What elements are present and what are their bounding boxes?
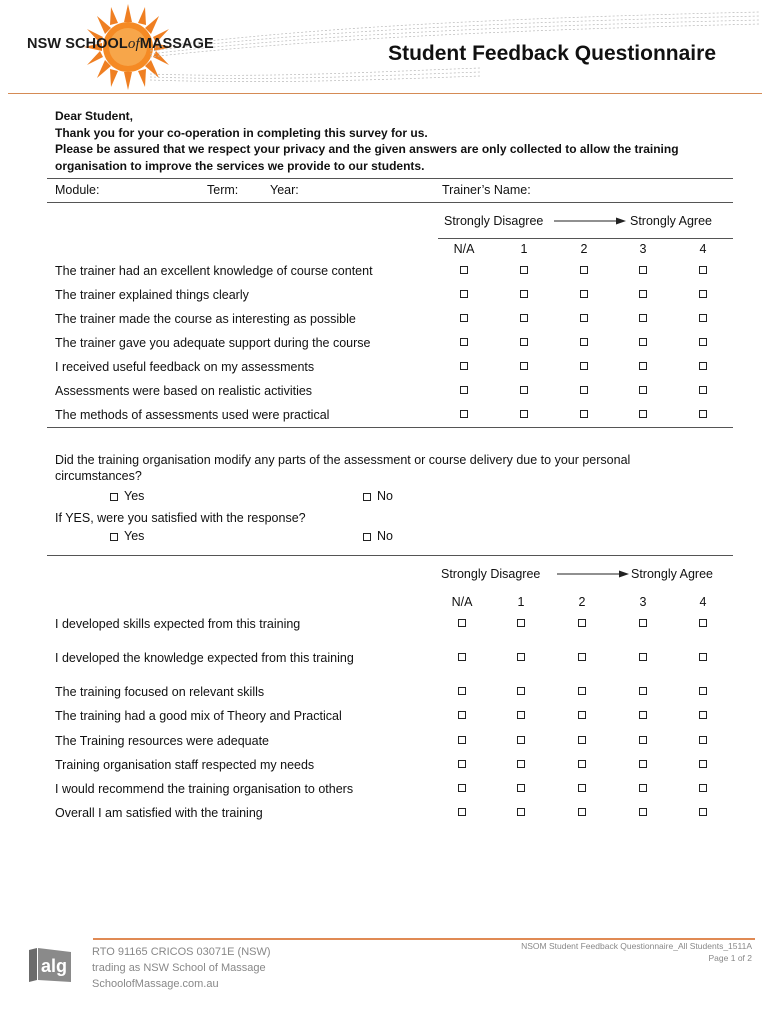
- divider: [438, 238, 733, 239]
- rating-checkbox-na[interactable]: [458, 653, 466, 661]
- page-title: Student Feedback Questionnaire: [388, 42, 716, 65]
- rating-checkbox-1[interactable]: [517, 653, 525, 661]
- rating-checkbox-3[interactable]: [639, 760, 647, 768]
- rating-checkbox-3[interactable]: [639, 711, 647, 719]
- satisfied-no-option[interactable]: No: [363, 529, 393, 543]
- rating-checkbox-4[interactable]: [699, 711, 707, 719]
- scale-arrow-icon: [557, 569, 629, 579]
- divider: [47, 555, 733, 556]
- rating-checkbox-na[interactable]: [460, 362, 468, 370]
- rating-checkbox-2[interactable]: [580, 362, 588, 370]
- column-header-3: 3: [639, 242, 647, 256]
- footer-rto-line: RTO 91165 CRICOS 03071E (NSW): [92, 946, 271, 958]
- module-field-label[interactable]: Module:: [55, 183, 100, 197]
- header-divider: [8, 93, 762, 94]
- rating-checkbox-2[interactable]: [580, 314, 588, 322]
- rating-checkbox-1[interactable]: [520, 290, 528, 298]
- rating-checkbox-3[interactable]: [639, 290, 647, 298]
- rating-checkbox-3[interactable]: [639, 266, 647, 274]
- question-label: The trainer gave you adequate support during the course: [55, 336, 371, 350]
- question-label: The training focused on relevant skills: [55, 685, 265, 699]
- scale-arrow-icon: [554, 216, 626, 226]
- followup-question: If YES, were you satisfied with the response?: [55, 511, 306, 525]
- rating-checkbox-4[interactable]: [699, 266, 707, 274]
- rating-checkbox-4[interactable]: [699, 808, 707, 816]
- satisfied-yes-checkbox[interactable]: [110, 533, 118, 541]
- rating-checkbox-2[interactable]: [578, 653, 586, 661]
- question-label: Assessments were based on realistic activities: [55, 384, 313, 398]
- rating-checkbox-3[interactable]: [639, 653, 647, 661]
- rating-checkbox-4[interactable]: [699, 386, 707, 394]
- column-header-na: N/A: [453, 242, 475, 256]
- rating-checkbox-2[interactable]: [578, 687, 586, 695]
- question-label: Training organisation staff respected my needs: [55, 758, 315, 772]
- intro-thanks: Thank you for your co-operation in completing this survey for us.: [55, 125, 428, 140]
- rating-checkbox-na[interactable]: [458, 687, 466, 695]
- modify-question-line1: Did the training organisation modify any parts of the assessment or course delivery due to your personal: [55, 453, 631, 467]
- footer-rto-info: [92, 944, 271, 992]
- modify-no-checkbox[interactable]: [363, 493, 371, 501]
- rating-checkbox-1[interactable]: [517, 736, 525, 744]
- scale-agree-label: Strongly Agree: [631, 567, 713, 581]
- rating-checkbox-2[interactable]: [580, 386, 588, 394]
- rating-checkbox-4[interactable]: [699, 653, 707, 661]
- rating-checkbox-na[interactable]: [460, 386, 468, 394]
- question-label: I developed the knowledge expected from this training: [55, 651, 354, 665]
- scale-agree-label: Strongly Agree: [630, 214, 712, 228]
- rating-checkbox-4[interactable]: [699, 338, 707, 346]
- divider: [47, 202, 733, 203]
- rating-checkbox-1[interactable]: [517, 711, 525, 719]
- intro-privacy-line1: Please be assured that we respect your privacy and the given answers are only collected to allow the training: [55, 142, 679, 156]
- trainer-name-field-label[interactable]: Trainer’s Name:: [442, 183, 531, 197]
- question-label: I would recommend the training organisation to others: [55, 782, 354, 796]
- modify-no-option[interactable]: No: [363, 489, 393, 503]
- rating-checkbox-1[interactable]: [517, 687, 525, 695]
- modify-question: [55, 452, 630, 484]
- rating-checkbox-4[interactable]: [699, 362, 707, 370]
- rating-checkbox-2[interactable]: [580, 410, 588, 418]
- rating-checkbox-1[interactable]: [520, 314, 528, 322]
- alg-logo-icon: [27, 946, 73, 984]
- rating-checkbox-1[interactable]: [517, 619, 525, 627]
- column-header-na: N/A: [451, 595, 473, 609]
- rating-checkbox-na[interactable]: [458, 760, 466, 768]
- rating-checkbox-na[interactable]: [458, 784, 466, 792]
- footer-trading-line: trading as NSW School of Massage: [92, 962, 266, 974]
- rating-checkbox-4[interactable]: [699, 760, 707, 768]
- rating-checkbox-1[interactable]: [520, 362, 528, 370]
- rating-checkbox-3[interactable]: [639, 687, 647, 695]
- rating-checkbox-na[interactable]: [460, 266, 468, 274]
- rating-checkbox-3[interactable]: [639, 314, 647, 322]
- modify-question-line2: circumstances?: [55, 469, 142, 483]
- rating-checkbox-3[interactable]: [639, 619, 647, 627]
- divider: [47, 178, 733, 179]
- scale-disagree-label: Strongly Disagree: [444, 214, 544, 228]
- intro-greeting: Dear Student,: [55, 109, 134, 123]
- column-header-2: 2: [580, 242, 588, 256]
- rating-checkbox-1[interactable]: [517, 808, 525, 816]
- column-header-4: 4: [699, 595, 707, 609]
- rating-checkbox-2[interactable]: [578, 619, 586, 627]
- rating-checkbox-1[interactable]: [517, 784, 525, 792]
- rating-checkbox-4[interactable]: [699, 314, 707, 322]
- question-label: The Training resources were adequate: [55, 734, 270, 748]
- question-label: Overall I am satisfied with the training: [55, 806, 263, 820]
- rating-checkbox-na[interactable]: [458, 619, 466, 627]
- rating-checkbox-4[interactable]: [699, 736, 707, 744]
- rating-checkbox-3[interactable]: [639, 410, 647, 418]
- column-header-1: 1: [520, 242, 528, 256]
- rating-checkbox-3[interactable]: [639, 784, 647, 792]
- rating-checkbox-1[interactable]: [520, 410, 528, 418]
- footer-page-number: Page 1 of 2: [708, 953, 752, 963]
- school-logo-wordmark: NSW SCHOOLofMASSAGE: [27, 36, 214, 52]
- question-label: I developed skills expected from this training: [55, 617, 301, 631]
- intro-text: [55, 108, 735, 174]
- question-label: The trainer explained things clearly: [55, 288, 249, 302]
- rating-checkbox-1[interactable]: [520, 386, 528, 394]
- question-label: I received useful feedback on my assessments: [55, 360, 315, 374]
- rating-checkbox-na[interactable]: [460, 338, 468, 346]
- rating-checkbox-na[interactable]: [460, 314, 468, 322]
- rating-checkbox-na[interactable]: [460, 410, 468, 418]
- satisfied-yes-option[interactable]: Yes: [110, 529, 144, 543]
- column-header-4: 4: [699, 242, 707, 256]
- rating-checkbox-na[interactable]: [458, 736, 466, 744]
- rating-checkbox-2[interactable]: [580, 266, 588, 274]
- rating-checkbox-3[interactable]: [639, 386, 647, 394]
- svg-text:alg: alg: [41, 956, 68, 976]
- rating-checkbox-3[interactable]: [639, 736, 647, 744]
- term-field-label[interactable]: Term:: [207, 183, 239, 197]
- question-label: The training had a good mix of Theory and Practical: [55, 709, 342, 723]
- rating-checkbox-4[interactable]: [699, 687, 707, 695]
- footer-doc-info: [521, 940, 752, 964]
- rating-checkbox-2[interactable]: [580, 290, 588, 298]
- rating-checkbox-4[interactable]: [699, 784, 707, 792]
- rating-checkbox-1[interactable]: [520, 338, 528, 346]
- rating-checkbox-na[interactable]: [458, 808, 466, 816]
- footer-website[interactable]: SchoolofMassage.com.au: [92, 978, 219, 990]
- question-label: The methods of assessments used were practical: [55, 408, 330, 422]
- rating-checkbox-3[interactable]: [639, 808, 647, 816]
- year-field-label[interactable]: Year:: [270, 183, 299, 197]
- modify-yes-checkbox[interactable]: [110, 493, 118, 501]
- rating-checkbox-2[interactable]: [578, 711, 586, 719]
- rating-checkbox-2[interactable]: [578, 784, 586, 792]
- scale-disagree-label: Strongly Disagree: [441, 567, 541, 581]
- column-header-3: 3: [639, 595, 647, 609]
- rating-checkbox-3[interactable]: [639, 362, 647, 370]
- rating-checkbox-na[interactable]: [458, 711, 466, 719]
- rating-checkbox-4[interactable]: [699, 410, 707, 418]
- rating-checkbox-2[interactable]: [580, 338, 588, 346]
- column-header-2: 2: [578, 595, 586, 609]
- satisfied-no-checkbox[interactable]: [363, 533, 371, 541]
- modify-yes-option[interactable]: Yes: [110, 489, 144, 503]
- rating-checkbox-2[interactable]: [578, 808, 586, 816]
- rating-checkbox-1[interactable]: [517, 760, 525, 768]
- footer-doc-id: NSOM Student Feedback Questionnaire_All Students_1511A: [521, 941, 752, 951]
- column-header-1: 1: [517, 595, 525, 609]
- rating-checkbox-4[interactable]: [699, 619, 707, 627]
- rating-checkbox-3[interactable]: [639, 338, 647, 346]
- intro-privacy-line2: organisation to improve the services we provide to our students.: [55, 158, 425, 173]
- rating-checkbox-1[interactable]: [520, 266, 528, 274]
- question-label: The trainer made the course as interesting as possible: [55, 312, 356, 326]
- question-label: The trainer had an excellent knowledge of course content: [55, 264, 373, 278]
- divider: [47, 427, 733, 428]
- rating-checkbox-4[interactable]: [699, 290, 707, 298]
- rating-checkbox-2[interactable]: [578, 760, 586, 768]
- rating-checkbox-na[interactable]: [460, 290, 468, 298]
- rating-checkbox-2[interactable]: [578, 736, 586, 744]
